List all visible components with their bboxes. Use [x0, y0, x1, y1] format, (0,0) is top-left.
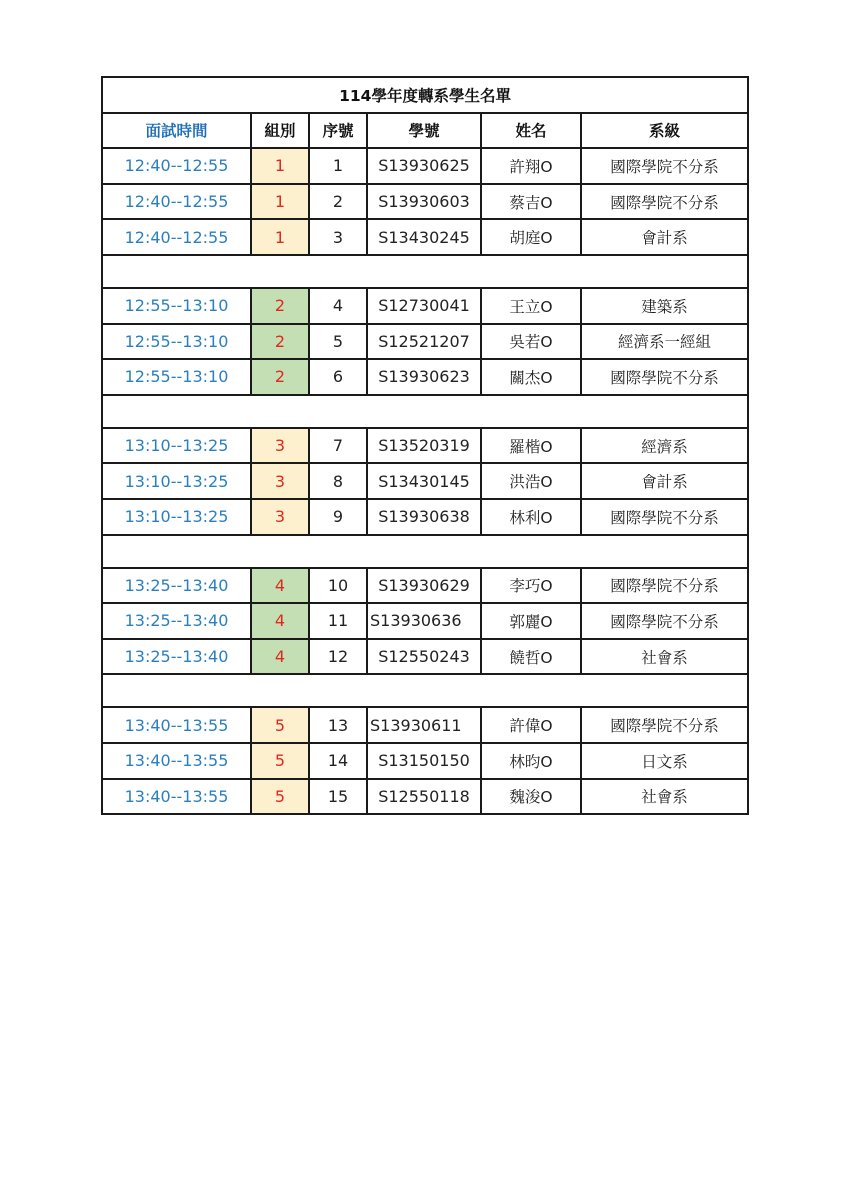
- department-cell: 會計系: [581, 463, 748, 499]
- table-row: [102, 568, 748, 604]
- separator-cell: [102, 395, 748, 428]
- student-id-cell: S12521207: [367, 324, 481, 360]
- interview-time-cell: 13:40--13:55: [102, 707, 251, 743]
- group-cell: 2: [251, 288, 309, 324]
- interview-time-cell: 12:55--13:10: [102, 324, 251, 360]
- interview-time-cell: 13:10--13:25: [102, 428, 251, 464]
- group-cell: 4: [251, 639, 309, 675]
- interview-time-cell: 13:10--13:25: [102, 463, 251, 499]
- interview-time-cell: 12:55--13:10: [102, 359, 251, 395]
- student-id-cell: S13930611: [367, 707, 481, 743]
- sequence-cell: 14: [309, 743, 367, 779]
- student-name-cell: 王立O: [481, 288, 581, 324]
- table-row: [102, 639, 748, 675]
- student-id-cell: S13930623: [367, 359, 481, 395]
- student-id-cell: S13930625: [367, 148, 481, 184]
- student-name-cell: 吳若O: [481, 324, 581, 360]
- table-row: [102, 288, 748, 324]
- student-id-cell: S12550243: [367, 639, 481, 675]
- sequence-cell: 13: [309, 707, 367, 743]
- table-row: [102, 499, 748, 535]
- table-row: [102, 779, 748, 815]
- table-row: [102, 219, 748, 255]
- student-name-cell: 蔡吉O: [481, 184, 581, 220]
- header-name: 姓名: [481, 113, 581, 149]
- department-cell: 國際學院不分系: [581, 499, 748, 535]
- department-cell: 經濟系: [581, 428, 748, 464]
- transfer-student-table: [101, 76, 749, 815]
- group-cell: 3: [251, 499, 309, 535]
- separator-cell: [102, 255, 748, 288]
- header-student-id: 學號: [367, 113, 481, 149]
- group-separator-row: [102, 395, 748, 428]
- group-cell: 1: [251, 219, 309, 255]
- department-cell: 國際學院不分系: [581, 148, 748, 184]
- header-group: 組別: [251, 113, 309, 149]
- header-sequence: 序號: [309, 113, 367, 149]
- student-name-cell: 洪浩O: [481, 463, 581, 499]
- title-row: [102, 77, 748, 113]
- student-id-cell: S13430145: [367, 463, 481, 499]
- interview-time-cell: 13:40--13:55: [102, 743, 251, 779]
- interview-time-cell: 13:25--13:40: [102, 639, 251, 675]
- sequence-cell: 11: [309, 603, 367, 639]
- interview-time-cell: 13:10--13:25: [102, 499, 251, 535]
- interview-time-cell: 12:40--12:55: [102, 219, 251, 255]
- group-cell: 3: [251, 463, 309, 499]
- student-name-cell: 胡庭O: [481, 219, 581, 255]
- table-row: [102, 184, 748, 220]
- group-cell: 5: [251, 743, 309, 779]
- table-row: [102, 428, 748, 464]
- student-id-cell: S13930629: [367, 568, 481, 604]
- department-cell: 社會系: [581, 639, 748, 675]
- header-row: [102, 113, 748, 149]
- group-cell: 4: [251, 568, 309, 604]
- department-cell: 國際學院不分系: [581, 184, 748, 220]
- interview-time-cell: 13:40--13:55: [102, 779, 251, 815]
- department-cell: 社會系: [581, 779, 748, 815]
- interview-time-cell: 12:55--13:10: [102, 288, 251, 324]
- group-separator-row: [102, 535, 748, 568]
- student-name-cell: 魏浚O: [481, 779, 581, 815]
- group-cell: 3: [251, 428, 309, 464]
- student-id-cell: S13520319: [367, 428, 481, 464]
- sequence-cell: 6: [309, 359, 367, 395]
- interview-time-cell: 12:40--12:55: [102, 184, 251, 220]
- department-cell: 日文系: [581, 743, 748, 779]
- student-name-cell: 林利O: [481, 499, 581, 535]
- student-id-cell: S13430245: [367, 219, 481, 255]
- sequence-cell: 8: [309, 463, 367, 499]
- student-id-cell: S12730041: [367, 288, 481, 324]
- interview-time-cell: 13:25--13:40: [102, 568, 251, 604]
- student-name-cell: 郭麗O: [481, 603, 581, 639]
- group-separator-row: [102, 255, 748, 288]
- separator-cell: [102, 674, 748, 707]
- header-department: 系級: [581, 113, 748, 149]
- sequence-cell: 10: [309, 568, 367, 604]
- department-cell: 建築系: [581, 288, 748, 324]
- department-cell: 國際學院不分系: [581, 603, 748, 639]
- group-cell: 1: [251, 184, 309, 220]
- student-name-cell: 關杰O: [481, 359, 581, 395]
- header-interview-time: 面試時間: [102, 113, 251, 149]
- group-cell: 2: [251, 359, 309, 395]
- group-cell: 1: [251, 148, 309, 184]
- interview-time-cell: 13:25--13:40: [102, 603, 251, 639]
- student-id-cell: S13930636: [367, 603, 481, 639]
- table-row: [102, 743, 748, 779]
- table-row: [102, 359, 748, 395]
- sequence-cell: 5: [309, 324, 367, 360]
- department-cell: 國際學院不分系: [581, 359, 748, 395]
- department-cell: 國際學院不分系: [581, 568, 748, 604]
- table-row: [102, 463, 748, 499]
- sequence-cell: 7: [309, 428, 367, 464]
- student-name-cell: 許偉O: [481, 707, 581, 743]
- student-name-cell: 許翔O: [481, 148, 581, 184]
- department-cell: 會計系: [581, 219, 748, 255]
- sequence-cell: 4: [309, 288, 367, 324]
- student-name-cell: 李巧O: [481, 568, 581, 604]
- student-id-cell: S12550118: [367, 779, 481, 815]
- table-row: [102, 148, 748, 184]
- group-cell: 4: [251, 603, 309, 639]
- student-name-cell: 羅楷O: [481, 428, 581, 464]
- separator-cell: [102, 535, 748, 568]
- group-cell: 5: [251, 779, 309, 815]
- student-id-cell: S13150150: [367, 743, 481, 779]
- department-cell: 國際學院不分系: [581, 707, 748, 743]
- group-cell: 5: [251, 707, 309, 743]
- sequence-cell: 2: [309, 184, 367, 220]
- group-separator-row: [102, 674, 748, 707]
- department-cell: 經濟系一經組: [581, 324, 748, 360]
- group-cell: 2: [251, 324, 309, 360]
- interview-time-cell: 12:40--12:55: [102, 148, 251, 184]
- sequence-cell: 12: [309, 639, 367, 675]
- sequence-cell: 9: [309, 499, 367, 535]
- student-id-cell: S13930638: [367, 499, 481, 535]
- sequence-cell: 1: [309, 148, 367, 184]
- sequence-cell: 15: [309, 779, 367, 815]
- sequence-cell: 3: [309, 219, 367, 255]
- student-id-cell: S13930603: [367, 184, 481, 220]
- table-row: [102, 707, 748, 743]
- student-name-cell: 林昀O: [481, 743, 581, 779]
- table-title: 114學年度轉系學生名單: [102, 77, 748, 113]
- table-row: [102, 603, 748, 639]
- table-row: [102, 324, 748, 360]
- student-name-cell: 饒哲O: [481, 639, 581, 675]
